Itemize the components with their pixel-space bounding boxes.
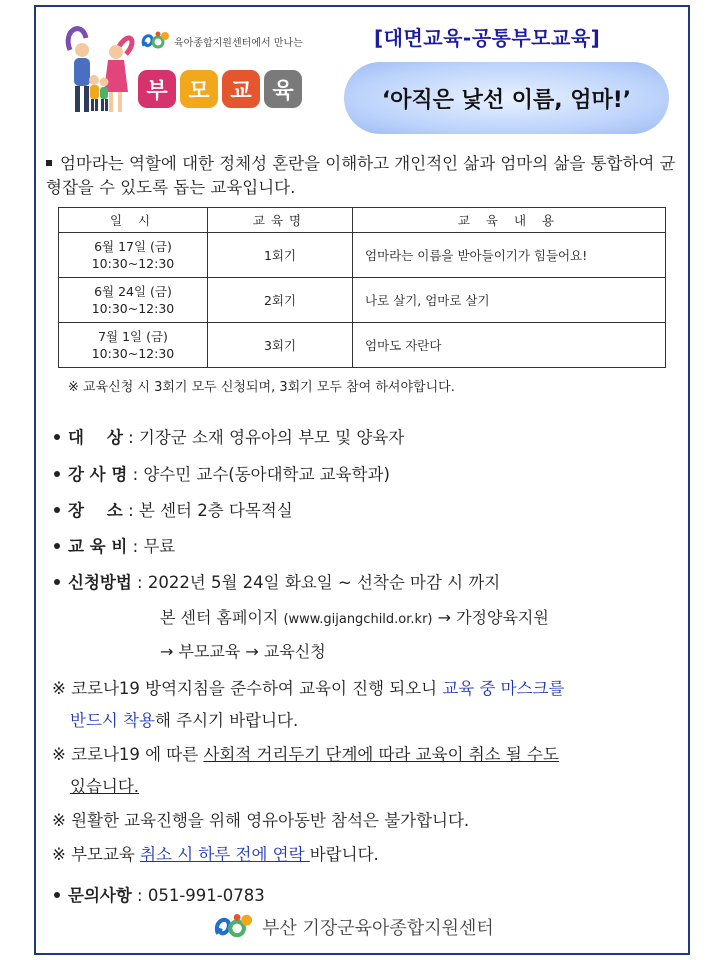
notice-text: ※ 코로나19 방역지침을 준수하여 교육이 진행 되오니 <box>52 679 443 698</box>
time-text: 10:30~12:30 <box>91 301 175 316</box>
detail-target <box>54 424 404 448</box>
detail-place <box>54 497 293 521</box>
header-session: 교육명 <box>208 208 353 233</box>
session-date <box>59 278 208 323</box>
date-text: 6월 24일 (금) <box>94 284 172 299</box>
session-content: 엄마라는 이름을 받아들이기가 힘들어요! <box>353 233 666 278</box>
session-name: 2회기 <box>208 278 353 323</box>
apply-route-text: → 가정양육지원 <box>437 608 549 627</box>
program-title: ‘아직은 낯선 이름, 엄마!’ <box>381 87 632 113</box>
bullet-icon <box>54 543 60 549</box>
detail-value: : 2022년 5월 24일 화요일 ~ 선착순 마감 시 까지 <box>137 573 501 592</box>
square-bullet-icon <box>46 160 52 166</box>
title-bubble <box>344 62 669 134</box>
notice-mask-cont <box>70 707 298 731</box>
detail-fee <box>54 533 175 557</box>
center-logo <box>140 30 303 52</box>
table-row <box>59 278 666 323</box>
intro-text: 엄마라는 역할에 대한 정체성 혼란을 이해하고 개인적인 삶과 엄마의 삶을 통합하여 균형잡을 수 있도록 돕는 교육입니다. <box>46 154 676 197</box>
detail-label: 교 육 비 <box>68 537 128 556</box>
detail-label: 대 상 <box>68 428 123 447</box>
session-date <box>59 233 208 278</box>
notice-distancing-cont <box>70 773 139 797</box>
detail-label: 장 소 <box>68 501 123 520</box>
apply-route-line-1 <box>160 605 549 628</box>
notice-text: 바랍니다. <box>309 845 379 864</box>
program-name-tiles <box>138 70 302 108</box>
detail-label: 신청방법 <box>68 573 132 592</box>
contact-label: 문의사항 <box>68 886 132 905</box>
tile-bu: 부 <box>138 70 176 108</box>
notice-text: 해 주시기 바랍니다. <box>154 711 299 730</box>
notice-emphasis: 취소 시 하루 전에 연락 <box>140 845 310 864</box>
session-name: 3회기 <box>208 323 353 368</box>
tile-mo: 모 <box>180 70 218 108</box>
apply-route-line-2: → 부모교육 → 교육신청 <box>160 642 326 661</box>
header-date: 일 시 <box>59 208 208 233</box>
tile-gyo: 교 <box>222 70 260 108</box>
date-text: 6월 17일 (금) <box>94 239 172 254</box>
program-category: [대면교육-공통부모교육] <box>374 26 601 50</box>
apply-route-text: 본 센터 홈페이지 <box>160 608 279 627</box>
detail-value: : 무료 <box>132 537 176 556</box>
notice-emphasis: 교육 중 마스크를 <box>442 679 565 698</box>
detail-instructor <box>54 461 390 485</box>
bullet-icon <box>54 434 60 440</box>
bullet-icon <box>54 892 60 898</box>
bullet-icon <box>54 579 60 585</box>
detail-value: : 기장군 소재 영유아의 부모 및 양육자 <box>128 428 405 447</box>
footer-org-name: 부산 기장군육아종합지원센터 <box>262 918 494 939</box>
notice-emphasis: 반드시 착용 <box>70 711 155 730</box>
session-content: 엄마도 자란다 <box>353 323 666 368</box>
detail-value: : 양수민 교수(동아대학교 교육학과) <box>132 465 390 484</box>
center-logo-icon <box>210 912 256 942</box>
center-logo-icon <box>140 30 170 52</box>
detail-label: 강 사 명 <box>68 465 128 484</box>
bullet-icon <box>54 471 60 477</box>
table-note: ※ 교육신청 시 3회기 모두 신청되며, 3회기 모두 참여 하셔야합니다. <box>68 380 455 395</box>
session-content: 나로 살기, 엄마로 살기 <box>353 278 666 323</box>
detail-apply <box>54 569 500 593</box>
contact-info <box>54 882 265 906</box>
table-row <box>59 233 666 278</box>
notice-underlined: 사회적 거리두기 단계에 따라 교육이 취소 될 수도 <box>203 745 559 764</box>
time-text: 10:30~12:30 <box>91 346 175 361</box>
contact-phone: : 051-991-0783 <box>137 886 265 905</box>
notice-children: ※ 원활한 교육진행을 위해 영유아동반 참석은 불가합니다. <box>52 811 470 830</box>
homepage-url: (www.gijangchild.or.kr) <box>283 612 433 627</box>
family-illustration <box>60 20 138 118</box>
detail-value: : 본 센터 2층 다목적실 <box>128 501 293 520</box>
notice-distancing <box>52 741 559 765</box>
tile-yuk: 육 <box>264 70 302 108</box>
notice-text: ※ 코로나19 에 따른 <box>52 745 204 764</box>
date-text: 7월 1일 (금) <box>98 329 168 344</box>
time-text: 10:30~12:30 <box>91 256 175 271</box>
notice-cancel <box>52 841 379 865</box>
bullet-icon <box>54 507 60 513</box>
schedule-table <box>58 207 666 368</box>
notice-underlined: 있습니다. <box>70 777 140 796</box>
center-logo-text: 육아종합지원센터에서 만나는 <box>174 37 303 49</box>
table-header-row <box>59 208 666 233</box>
notice-text: ※ 부모교육 <box>52 845 141 864</box>
notice-mask <box>52 675 564 699</box>
session-name: 1회기 <box>208 233 353 278</box>
table-row <box>59 323 666 368</box>
session-date <box>59 323 208 368</box>
header-content: 교 육 내 용 <box>353 208 666 233</box>
intro-paragraph <box>46 152 686 200</box>
footer-logo <box>210 912 494 942</box>
